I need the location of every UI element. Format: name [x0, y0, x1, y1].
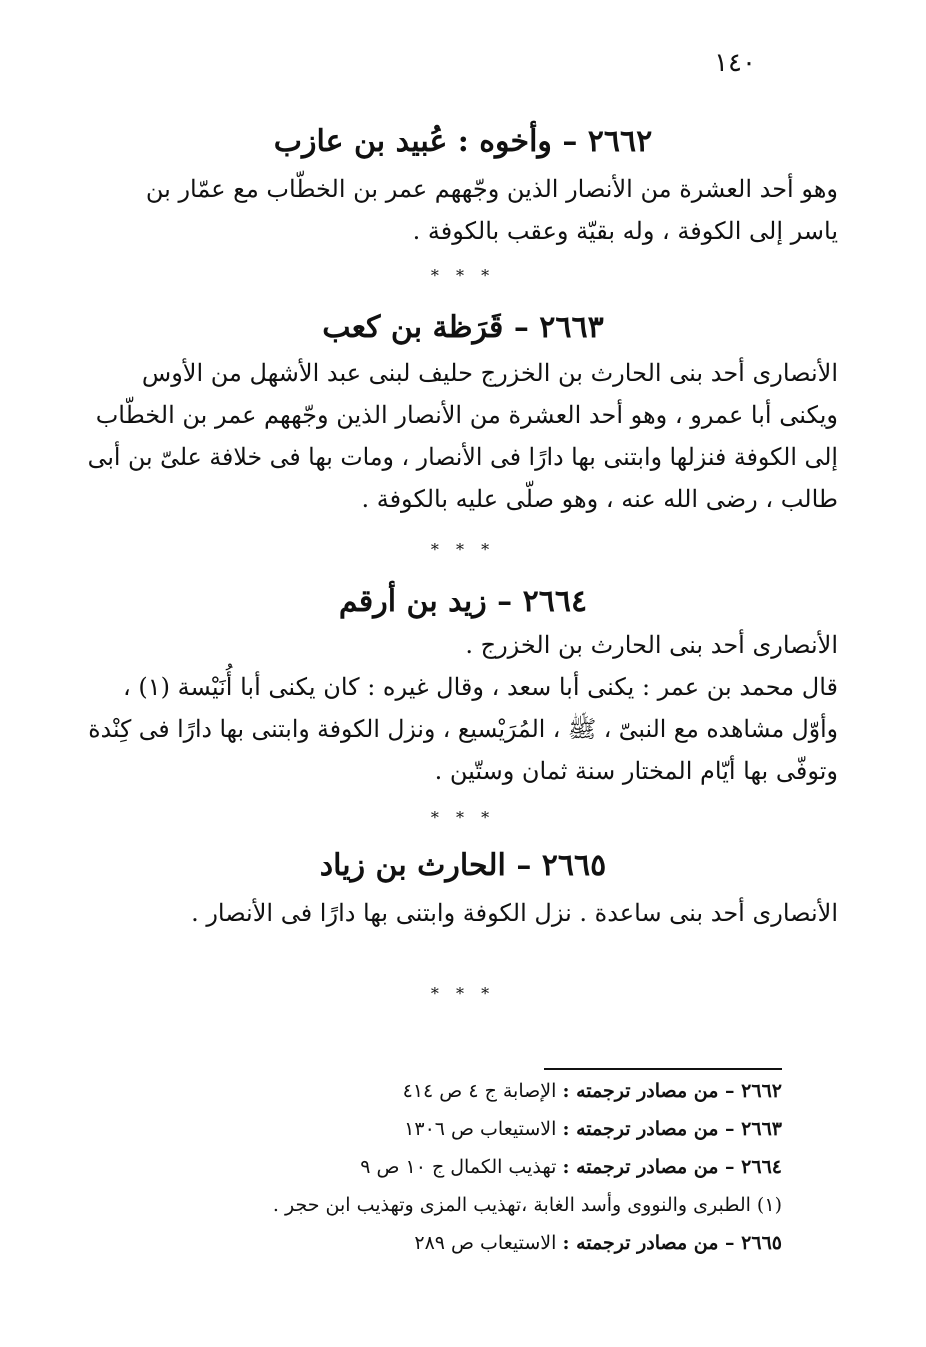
footnote-text: (١) الطبرى والنووى وأسد الغابة ،تهذيب المزى وتهذيب ابن حجر . [272, 1194, 782, 1216]
body-line: الأنصارى أحد بنى الحارث بن الخزرج . [465, 631, 838, 659]
body-line: وتوفّى بها أيّام المختار سنة ثمان وستّين . [434, 757, 838, 785]
footnote-2662 [140, 1080, 782, 1102]
entry-title-2664: ٢٦٦٤ – زيد بن أرقم [338, 584, 588, 619]
section-separator: * * * [430, 266, 496, 285]
entry-body-2662 [88, 168, 838, 252]
body-line: وأوّل مشاهده مع النبىّ ، ﷺ ، المُرَيْسيع ، ونزل الكوفة وابتنى بها دارًا فى كِنْدة [88, 715, 839, 743]
footnote-divider [544, 1068, 782, 1070]
body-line: طالب ، رضى الله عنه ، وهو صلّى عليه بالكوفة . [361, 485, 838, 513]
body-line: الأنصارى أحد بنى ساعدة . نزل الكوفة وابتنى بها دارًا فى الأنصار . [191, 899, 838, 927]
footnote-label: ٢٦٦٣ – من مصادر ترجمته : [562, 1118, 782, 1140]
footnote-text: الاستيعاب ص ٢٨٩ [414, 1232, 563, 1254]
section-separator: * * * [430, 808, 496, 827]
footnote-label: ٢٦٦٢ – من مصادر ترجمته : [562, 1080, 782, 1102]
footnote-1 [140, 1194, 782, 1216]
footnote-text: تهذيب الكمال ج ١٠ ص ٩ [360, 1156, 563, 1178]
page-number: ١٤٠ [714, 48, 756, 78]
entry-body-2664 [88, 624, 838, 792]
body-line: إلى الكوفة فنزلها وابتنى بها دارًا فى الأنصار ، ومات بها فى خلافة علىّ بن أبى [87, 443, 838, 471]
entry-title-2665: ٢٦٦٥ – الحارث بن زياد [319, 848, 607, 883]
body-line: الأنصارى أحد بنى الحارث بن الخزرج حليف لبنى عبد الأشهل من الأوس [141, 359, 838, 387]
footnote-2663 [140, 1118, 782, 1140]
entry-body-2665 [88, 892, 838, 934]
section-separator: * * * [430, 984, 496, 1003]
footnote-text: الإصابة ج ٤ ص ٤١٤ [402, 1080, 563, 1102]
footnote-label: ٢٦٦٥ – من مصادر ترجمته : [562, 1232, 782, 1254]
footnote-label: ٢٦٦٤ – من مصادر ترجمته : [562, 1156, 782, 1178]
footnote-text: الاستيعاب ص ١٣٠٦ [404, 1118, 563, 1140]
footnote-2665 [140, 1232, 782, 1254]
entry-title-2662: ٢٦٦٢ – وأخوه : عُبيد بن عازب [273, 124, 653, 159]
entry-title-2663: ٢٦٦٣ – قَرَظة بن كعب [322, 310, 604, 345]
body-line: قال محمد بن عمر : يكنى أبا سعد ، وقال غيره : كان يكنى أبا أُنَيْسة (١) ، [122, 673, 838, 701]
body-line: ياسر إلى الكوفة ، وله بقيّة وعقب بالكوفة . [412, 217, 838, 245]
entry-body-2663 [88, 352, 838, 520]
body-line: ويكنى أبا عمرو ، وهو أحد العشرة من الأنصار الذين وجّههم عمر بن الخطّاب [95, 401, 838, 429]
section-separator: * * * [430, 540, 496, 559]
footnote-2664 [140, 1156, 782, 1178]
body-line: وهو أحد العشرة من الأنصار الذين وجّههم عمر بن الخطّاب مع عمّار بن [145, 175, 838, 203]
